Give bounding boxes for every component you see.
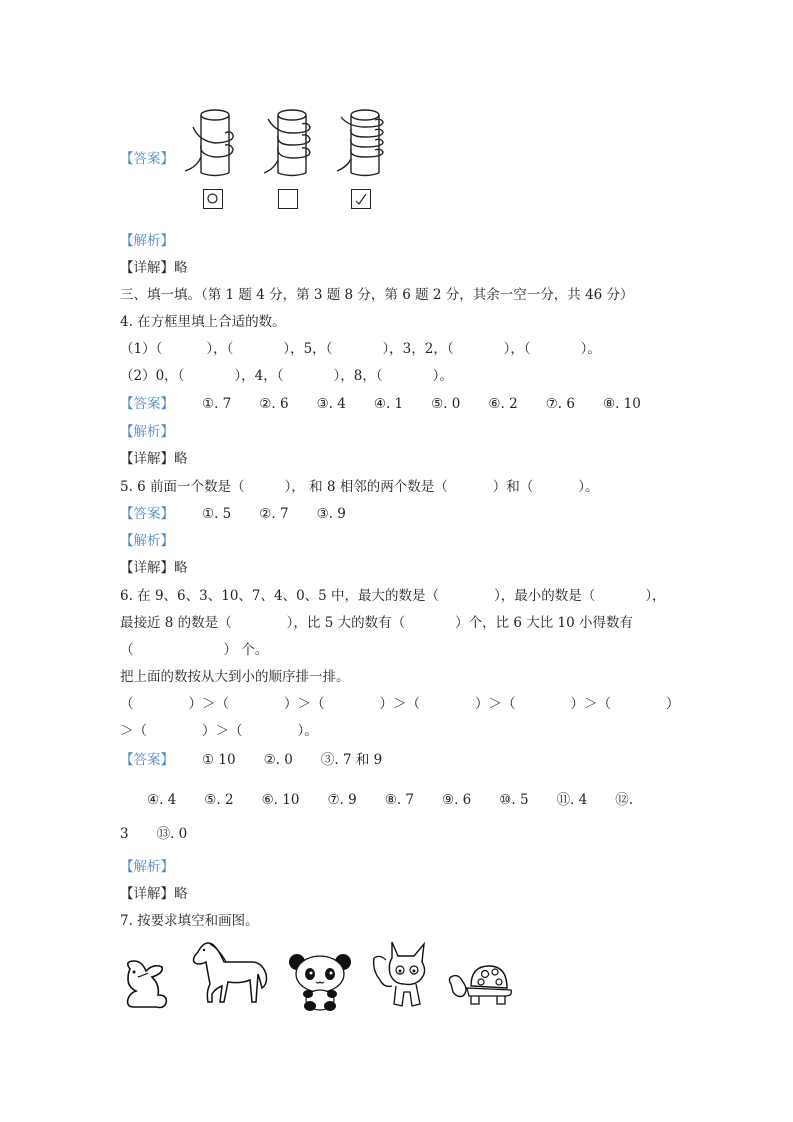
q6-line4: 把上面的数按从大到小的顺序排一排。 <box>120 669 350 685</box>
q5-question <box>120 478 599 496</box>
q6-seg: ），最小的数是（ <box>494 588 596 604</box>
q6-seg: ） 个。 <box>223 642 269 658</box>
answer-item: ⑧. 7 <box>384 792 414 808</box>
detail-label: 【详解】 <box>120 886 174 902</box>
q6-line5 <box>120 695 680 713</box>
q6-answer-row2 <box>147 791 661 809</box>
q6-answer-row1 <box>120 751 410 769</box>
answer-item: ②. 6 <box>259 396 289 412</box>
q4-line2 <box>120 367 453 385</box>
answer-label: 【答案】 <box>120 752 174 768</box>
q4-answer-row <box>120 395 669 413</box>
answer-box-circle <box>203 189 223 209</box>
rabbit-image <box>120 955 172 1010</box>
answer-item: ④. 4 <box>147 792 177 808</box>
detail-text: 略 <box>174 260 188 276</box>
q6-line6 <box>120 722 318 740</box>
q6-seg: ）＞（ <box>202 723 243 739</box>
answer-item: ⑦. 6 <box>545 396 575 412</box>
detail-text: 略 <box>174 886 188 902</box>
detail-label: 【详解】 <box>120 260 174 276</box>
answer-item: ⑦. 9 <box>327 792 357 808</box>
q4-line1-seg: （1）（ <box>120 341 163 357</box>
horse-image <box>190 940 270 1010</box>
answer-box-empty <box>278 189 298 209</box>
q6-seg: ）＞（ <box>570 696 611 712</box>
q4-line1-seg: ）。 <box>580 341 601 357</box>
detail-row <box>120 259 188 277</box>
turtle-image <box>445 960 515 1008</box>
detail-label: 【详解】 <box>120 451 174 467</box>
q4-line1-seg: ），5，（ <box>283 341 333 357</box>
panda-image <box>285 950 355 1012</box>
q4-title: 4. 在方框里填上合适的数。 <box>120 314 286 330</box>
q5-seg: ）， 和 8 相邻的两个数是（ <box>284 479 448 495</box>
coil-spring-2-turns-image <box>185 105 245 180</box>
q6-answer-row3 <box>120 825 215 843</box>
q6-line2 <box>120 614 633 632</box>
q5-answer-row <box>120 505 374 523</box>
q6-seg: ）， <box>645 588 666 604</box>
q6-seg: ）。 <box>297 723 318 739</box>
answer-item: ②. 0 <box>263 752 293 768</box>
analysis-label: 【解析】 <box>120 859 174 875</box>
answer-item: ⑬. 0 <box>156 826 188 842</box>
answer-item: ⑥. 2 <box>488 396 518 412</box>
q6-seg: ）＞（ <box>284 696 325 712</box>
answer-item: ①. 5 <box>202 506 232 522</box>
answer-label: 【答案】 <box>120 151 174 167</box>
q6-seg: ），比 5 大的数有（ <box>286 615 406 631</box>
q6-seg: ）＞（ <box>475 696 516 712</box>
part3-heading: 三、填一填。（第 1 题 4 分，第 3 题 8 分，第 6 题 2 分，其余一空一分，共 46 分） <box>120 287 634 303</box>
answer-item: 3 <box>120 826 129 842</box>
answer-item: ③. 4 <box>316 396 346 412</box>
checkmark-icon <box>352 190 370 208</box>
q7-title: 7. 按要求填空和画图。 <box>120 913 259 929</box>
answer-item: ⑩. 5 <box>499 792 529 808</box>
answer-label: 【答案】 <box>120 396 174 412</box>
answer-item: ③. 9 <box>316 506 346 522</box>
detail-text: 略 <box>174 451 188 467</box>
answer-item: ②. 7 <box>259 506 289 522</box>
q5-seg: 5. 6 前面一个数是（ <box>120 479 245 495</box>
q5-seg: ）。 <box>578 479 599 495</box>
q6-line3 <box>120 641 268 659</box>
analysis-label: 【解析】 <box>120 424 174 440</box>
q4-line1-seg: ），（ <box>206 341 234 357</box>
answer-item: ③. 7 和 9 <box>320 752 383 768</box>
detail-label: 【详解】 <box>120 560 174 576</box>
circle-mark-icon <box>204 190 222 208</box>
q6-seg: ）＞（ <box>379 696 420 712</box>
q6-seg: 最接近 8 的数是（ <box>120 615 232 631</box>
detail-row <box>120 885 188 903</box>
answer-item: ⑫. <box>615 792 634 808</box>
fox-image <box>370 938 432 1010</box>
q6-seg: 6. 在 9、6、3、10、7、4、0、5 中，最大的数是（ <box>120 588 440 604</box>
answer-item: ⑥. 10 <box>261 792 300 808</box>
coil-spring-3-turns-image <box>262 105 322 180</box>
answer-item: ① 10 <box>202 752 236 768</box>
q4-line2-seg: ），4，（ <box>234 368 284 384</box>
q6-seg: ） <box>666 696 680 712</box>
answer-item: ⑤. 0 <box>431 396 461 412</box>
q6-seg: ）＞（ <box>188 696 229 712</box>
q4-line2-seg: （2）0，（ <box>120 368 185 384</box>
q4-line2-seg: ）。 <box>432 368 453 384</box>
q6-seg: ＞（ <box>120 723 147 739</box>
answer-item: ⑤. 2 <box>204 792 234 808</box>
answer-item: ⑧. 10 <box>602 396 641 412</box>
detail-row <box>120 450 188 468</box>
q4-line1 <box>120 340 601 358</box>
coil-spring-4-turns-image <box>335 105 395 180</box>
q4-line1-seg: ），（ <box>503 341 531 357</box>
answer-box-check <box>351 189 371 209</box>
q6-seg: ）个，比 6 大比 10 小得数有 <box>455 615 634 631</box>
q5-seg: ）和（ <box>492 479 534 495</box>
q6-seg: （ <box>120 642 134 658</box>
answer-item: ④. 1 <box>373 396 404 412</box>
answer-item: ⑪. 4 <box>556 792 588 808</box>
q4-line2-seg: ），8，（ <box>333 368 383 384</box>
q6-seg: （ <box>120 696 134 712</box>
detail-row <box>120 559 188 577</box>
q4-line1-seg: ），3，2，（ <box>382 341 454 357</box>
analysis-label: 【解析】 <box>120 233 174 249</box>
answer-item: ⑨. 6 <box>442 792 472 808</box>
detail-text: 略 <box>174 560 188 576</box>
analysis-label: 【解析】 <box>120 533 174 549</box>
answer-item: ①. 7 <box>202 396 232 412</box>
q6-line1 <box>120 587 666 605</box>
answer-label: 【答案】 <box>120 506 174 522</box>
